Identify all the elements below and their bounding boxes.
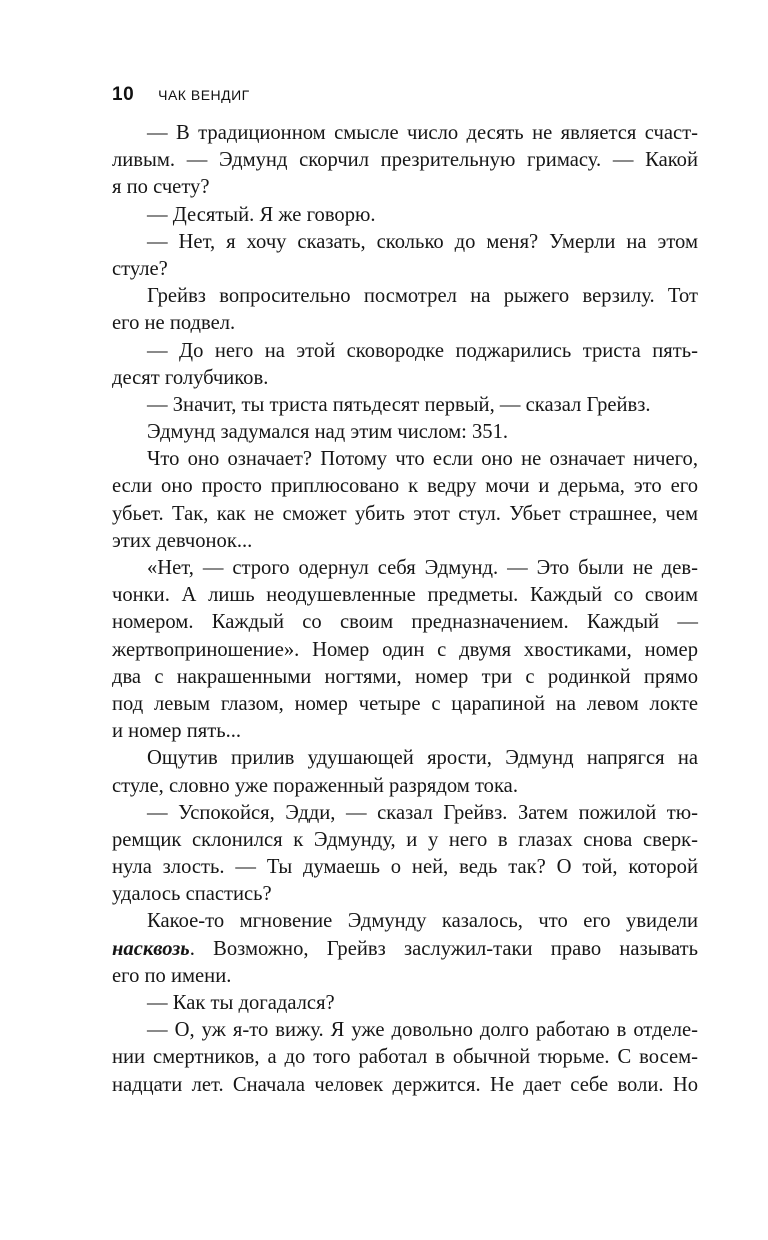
text-line-rest: . Возможно, Грейвз заслужил-таки право называть <box>189 937 698 960</box>
text-line: — В традиционном смысле число десять не является счаст- <box>147 122 698 144</box>
running-head: ЧАК ВЕНДИГ <box>158 87 250 103</box>
text-line: чонки. А лишь неодушевленные предметы. Каждый со своим <box>112 584 698 607</box>
text-line: Грейвз вопросительно посмотрел на рыжего верзилу. Тот <box>147 285 698 308</box>
text-line: — До него на этой сковородке поджарились триста пять- <box>147 339 698 362</box>
text-line: ливым. — Эдмунд скорчил презрительную гримасу. — Какой <box>112 149 698 172</box>
page-header <box>112 84 250 108</box>
text-line: я по счету? <box>112 176 210 199</box>
text-line: Ощутив прилив удушающей ярости, Эдмунд напрягся на <box>147 747 698 770</box>
text-line: и номер пять... <box>112 720 242 743</box>
page-number: 10 <box>112 84 135 105</box>
text-line: если оно просто приплюсовано к ведру мочи и дерьма, это его <box>112 475 698 498</box>
italic-word: насквозь <box>112 937 190 960</box>
text-line: Какое-то мгновение Эдмунду казалось, что его увидели <box>147 910 698 933</box>
text-line: удалось спастись? <box>112 883 272 906</box>
text-line: нии смертников, а до того работал в обычной тюрьме. С восем- <box>112 1046 698 1069</box>
text-line: два с накрашенными ногтями, номер три с родинкой прямо <box>112 665 698 688</box>
text-line <box>112 936 698 963</box>
text-line: ремщик склонился к Эдмунду, и у него в глазах снова сверк- <box>112 828 698 851</box>
text-line: этих девчонок... <box>112 529 253 552</box>
body-text <box>112 120 698 1099</box>
text-line: надцати лет. Сначала человек держится. Не дает себе воли. Но <box>112 1073 698 1096</box>
text-line: Что оно означает? Потому что если оно не означает ничего, <box>147 448 698 471</box>
text-line: номером. Каждый со своим предназначением. Каждый — <box>112 611 698 634</box>
text-line: под левым глазом, номер четыре с царапиной на левом локте <box>112 692 698 715</box>
text-line: убьет. Так, как не сможет убить этот стул. Убьет страшнее, чем <box>112 502 698 525</box>
text-line: Эдмунд задумался над этим числом: 351. <box>147 421 509 444</box>
text-line: жертвоприношение». Номер один с двумя хвостиками, номер <box>112 638 698 661</box>
text-line: его по имени. <box>112 964 232 987</box>
text-line: стуле, словно уже пораженный разрядом тока. <box>112 774 518 797</box>
text-line: — Как ты догадался? <box>147 992 335 1014</box>
text-line: — Успокойся, Эдди, — сказал Грейвз. Затем пожилой тю- <box>147 801 698 824</box>
text-line: — Десятый. Я же говорю. <box>147 203 376 226</box>
text-line: нула злость. — Ты думаешь о ней, ведь так? О той, которой <box>112 856 698 879</box>
text-line: десят голубчиков. <box>112 366 269 389</box>
text-line: стуле? <box>112 257 168 280</box>
text-line: — Значит, ты триста пятьдесят первый, — сказал Грейвз. <box>147 393 651 416</box>
text-line: «Нет, — строго одернул себя Эдмунд. — Это были не дев- <box>147 557 698 579</box>
text-line: его не подвел. <box>112 312 236 335</box>
text-line: — Нет, я хочу сказать, сколько до меня? Умерли на этом <box>147 230 698 253</box>
text-line: — О, уж я-то вижу. Я уже довольно долго работаю в отделе- <box>147 1019 698 1042</box>
